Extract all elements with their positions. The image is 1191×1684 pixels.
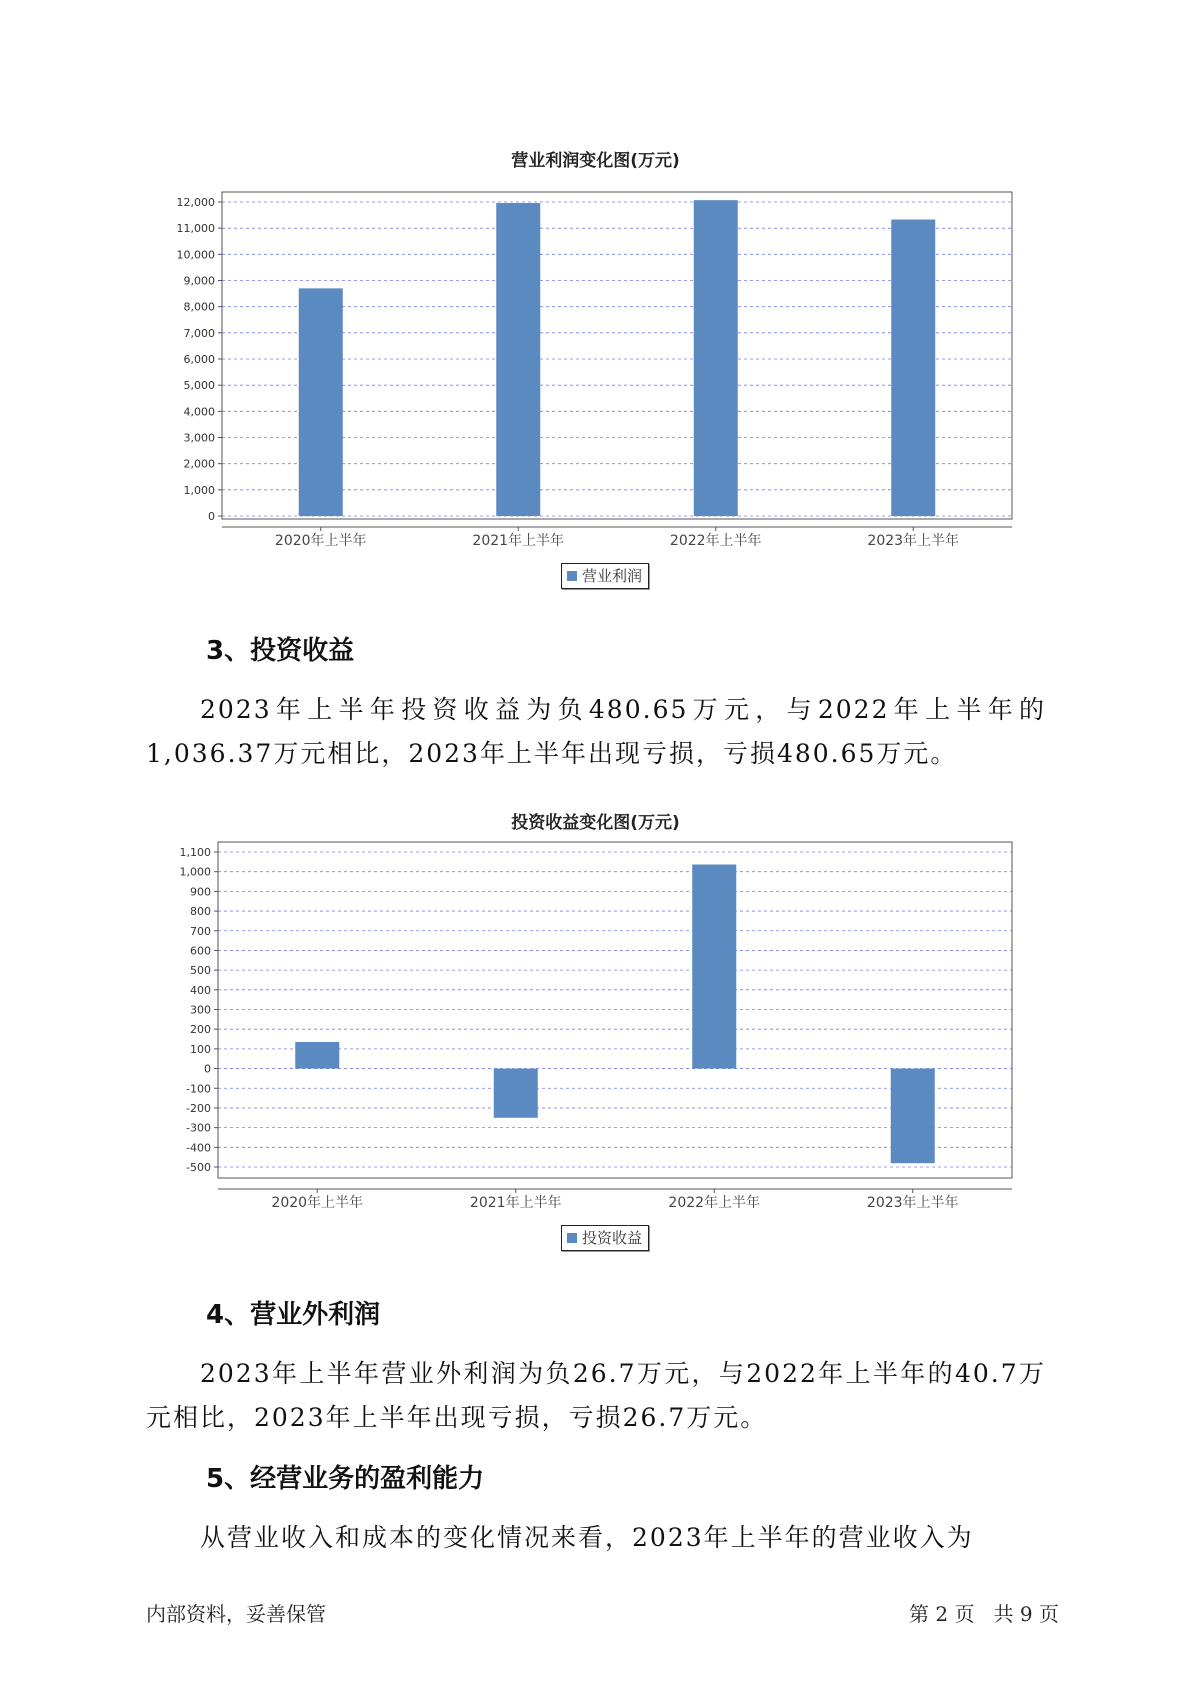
y-tick-label: 700 bbox=[190, 924, 211, 938]
section-paragraph-3: 2023年上半年投资收益为负480.65万元，与2022年上半年的1,036.37万元相比，2023年上半年出现亏损，亏损480.65万元。 bbox=[146, 695, 1046, 768]
chart-title-operating-profit: 营业利润变化图(万元) bbox=[511, 151, 680, 171]
legend-label: 营业利润 bbox=[582, 567, 643, 585]
bar bbox=[694, 200, 738, 516]
bar bbox=[692, 865, 736, 1069]
y-tick-label: 7,000 bbox=[183, 326, 215, 340]
y-tick-label: 600 bbox=[190, 944, 211, 958]
y-tick-label: 6,000 bbox=[183, 353, 215, 366]
x-tick-label: 2023年上半年 bbox=[866, 1195, 959, 1211]
footer-page-number: 第 2 页 共 9 页 bbox=[909, 1602, 1059, 1626]
y-tick-label: -300 bbox=[186, 1121, 211, 1135]
y-tick-label: 900 bbox=[190, 885, 211, 899]
y-tick-label: -500 bbox=[186, 1161, 211, 1174]
y-tick-label: 3,000 bbox=[183, 431, 215, 445]
bar bbox=[295, 1042, 339, 1069]
operating-profit-chart bbox=[0, 180, 1191, 550]
x-tick-label: 2023年上半年 bbox=[867, 533, 960, 549]
y-tick-label: 400 bbox=[190, 983, 211, 997]
bar bbox=[891, 220, 935, 516]
y-tick-label: 0 bbox=[208, 510, 215, 523]
y-tick-label: 11,000 bbox=[176, 222, 215, 236]
x-tick-label: 2020年上半年 bbox=[271, 1195, 364, 1211]
y-tick-label: 10,000 bbox=[176, 248, 215, 262]
legend-operating-profit bbox=[561, 563, 649, 589]
bar bbox=[496, 203, 540, 516]
y-tick-label: 8,000 bbox=[183, 300, 215, 314]
y-tick-label: 800 bbox=[190, 905, 211, 919]
y-tick-label: 12,000 bbox=[176, 196, 215, 209]
y-tick-label: 1,100 bbox=[179, 846, 211, 859]
x-tick-label: 2021年上半年 bbox=[472, 533, 565, 549]
y-tick-label: -200 bbox=[186, 1101, 211, 1115]
legend-label: 投资收益 bbox=[582, 1229, 643, 1247]
bar bbox=[891, 1069, 935, 1164]
x-tick-label: 2022年上半年 bbox=[668, 1195, 761, 1211]
y-tick-label: 5,000 bbox=[183, 379, 215, 393]
x-tick-label: 2021年上半年 bbox=[469, 1195, 562, 1211]
y-tick-label: 0 bbox=[204, 1062, 211, 1076]
y-tick-label: 2,000 bbox=[183, 457, 215, 471]
chart-title-investment-income: 投资收益变化图(万元) bbox=[511, 813, 680, 833]
y-tick-label: 1,000 bbox=[179, 865, 211, 879]
y-tick-label: 500 bbox=[190, 964, 211, 978]
section-heading-4: 4、营业外利润 bbox=[206, 1300, 381, 1330]
section-paragraph-4: 2023年上半年营业外利润为负26.7万元，与2022年上半年的40.7万元相比，2023年上半年出现亏损，亏损26.7万元。 bbox=[146, 1359, 1046, 1432]
y-tick-label: 300 bbox=[190, 1003, 211, 1017]
section-paragraph-5: 从营业收入和成本的变化情况来看，2023年上半年的营业收入为 bbox=[200, 1523, 974, 1552]
y-tick-label: 200 bbox=[190, 1023, 211, 1037]
y-tick-label: -400 bbox=[186, 1141, 211, 1155]
bar bbox=[494, 1069, 538, 1118]
legend-swatch bbox=[567, 571, 577, 581]
y-tick-label: 9,000 bbox=[183, 274, 215, 288]
investment-income-chart bbox=[0, 842, 1191, 1212]
section-heading-3: 3、投资收益 bbox=[206, 636, 355, 666]
x-tick-label: 2022年上半年 bbox=[669, 533, 762, 549]
y-tick-label: 1,000 bbox=[183, 483, 215, 497]
bar bbox=[299, 288, 343, 516]
section-heading-5: 5、经营业务的盈利能力 bbox=[206, 1464, 485, 1494]
y-tick-label: 100 bbox=[190, 1042, 211, 1056]
y-tick-label: -100 bbox=[186, 1082, 211, 1096]
y-tick-label: 4,000 bbox=[183, 405, 215, 419]
legend-investment-income bbox=[561, 1225, 649, 1251]
footer-confidential-note: 内部资料，妥善保管 bbox=[146, 1602, 326, 1626]
x-tick-label: 2020年上半年 bbox=[274, 533, 367, 549]
legend-swatch bbox=[567, 1233, 577, 1243]
